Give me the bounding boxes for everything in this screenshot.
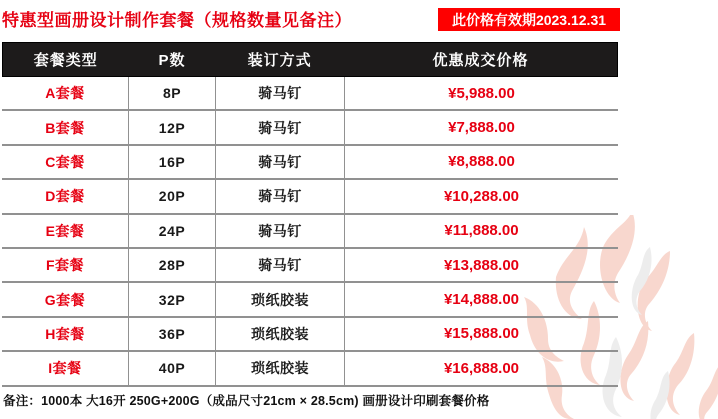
binding-method: 骑马钉	[215, 215, 344, 247]
binding-method: 琐纸胶装	[215, 283, 344, 315]
package-name: D套餐	[45, 188, 85, 205]
binding-method: 琐纸胶装	[215, 352, 344, 384]
table-body	[2, 77, 618, 387]
header-page-count: P数	[158, 52, 186, 69]
deal-price: ¥5,988.00	[344, 77, 618, 109]
package-name: H套餐	[45, 325, 85, 342]
binding-method: 琐纸胶装	[215, 318, 344, 350]
deal-price: ¥16,888.00	[344, 352, 618, 384]
binding-method: 骑马钉	[215, 77, 344, 109]
header-binding-method: 装订方式	[247, 52, 312, 69]
package-name: B套餐	[45, 119, 85, 136]
page-count: 36P	[128, 318, 215, 350]
deal-price: ¥14,888.00	[344, 283, 618, 315]
table-row	[2, 77, 618, 111]
table-row	[2, 352, 618, 386]
binding-method: 骑马钉	[215, 111, 344, 143]
table-row	[2, 215, 618, 249]
page-count: 24P	[128, 215, 215, 247]
page-count: 8P	[128, 77, 215, 109]
package-name: C套餐	[45, 153, 85, 170]
header-deal-price: 优惠成交价格	[432, 52, 529, 69]
deal-price: ¥15,888.00	[344, 318, 618, 350]
deal-price: ¥13,888.00	[344, 249, 618, 281]
package-name: G套餐	[44, 291, 86, 308]
binding-method: 骑马钉	[215, 146, 344, 178]
package-name: A套餐	[45, 85, 85, 102]
table-row	[2, 283, 618, 317]
binding-method: 骑马钉	[215, 249, 344, 281]
header-package-type: 套餐类型	[33, 52, 98, 69]
package-name: I套餐	[48, 360, 82, 377]
table-header-row	[2, 42, 618, 77]
page-count: 28P	[128, 249, 215, 281]
pricing-table	[2, 42, 618, 387]
page-title: 特惠型画册设计制作套餐（规格数量见备注）	[2, 11, 352, 30]
binding-method: 骑马钉	[215, 180, 344, 212]
table-row	[2, 318, 618, 352]
table-row	[2, 111, 618, 145]
deal-price: ¥11,888.00	[344, 215, 618, 247]
package-name: F套餐	[45, 257, 85, 274]
page-count: 16P	[128, 146, 215, 178]
validity-badge: 此价格有效期2023.12.31	[438, 8, 620, 31]
page-count: 32P	[128, 283, 215, 315]
deal-price: ¥8,888.00	[344, 146, 618, 178]
table-row	[2, 146, 618, 180]
footnote: 备注：1000本 大16开 250G+200G（成品尺寸21cm × 28.5cm) 画册设计印刷套餐价格	[3, 394, 490, 408]
table-row	[2, 180, 618, 214]
page-count: 12P	[128, 111, 215, 143]
table-row	[2, 249, 618, 283]
package-name: E套餐	[45, 222, 85, 239]
deal-price: ¥10,288.00	[344, 180, 618, 212]
page-count: 40P	[128, 352, 215, 384]
deal-price: ¥7,888.00	[344, 111, 618, 143]
page-count: 20P	[128, 180, 215, 212]
